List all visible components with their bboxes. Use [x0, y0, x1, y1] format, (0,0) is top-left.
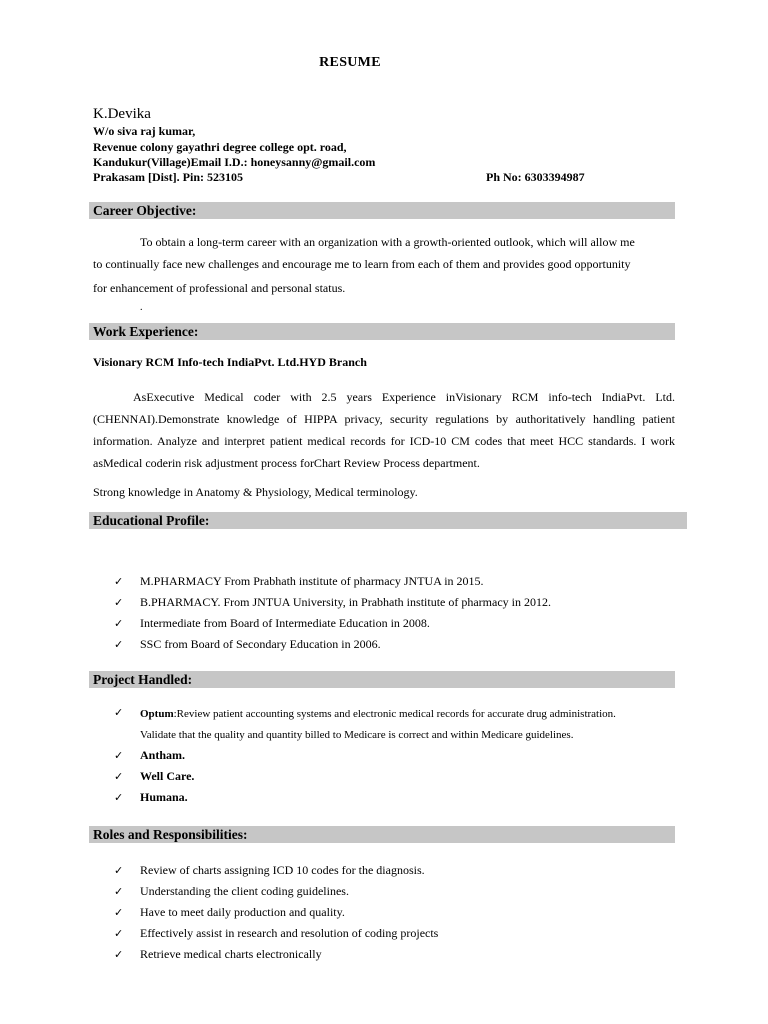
address-line-3: Kandukur(Village)Email I.D.: honeysanny@gmail.com	[93, 155, 376, 169]
list-item	[114, 634, 551, 655]
roles-heading: Roles and Responsibilities:	[89, 826, 675, 843]
list-item	[114, 592, 551, 613]
list-item	[114, 787, 616, 808]
objective-line-3: for enhancement of professional and personal status.	[93, 281, 346, 295]
education-item-text: Intermediate from Board of Intermediate Education in 2008.	[140, 616, 430, 630]
check-icon: ✓	[114, 864, 124, 877]
check-icon: ✓	[114, 791, 124, 804]
list-item	[114, 944, 438, 965]
roles-list	[114, 860, 438, 965]
objective-line-2: to continually face new challenges and encourage me to learn from each of them and provides good opportunity	[93, 257, 631, 271]
page-title: RESUME	[319, 55, 381, 70]
check-icon: ✓	[114, 906, 124, 919]
check-icon: ✓	[114, 770, 124, 783]
projects-list	[114, 703, 616, 808]
check-icon: ✓	[114, 749, 124, 762]
list-item	[114, 860, 438, 881]
education-item-text: B.PHARMACY. From JNTUA University, in Prabhath institute of pharmacy in 2012.	[140, 595, 551, 609]
address-line-1: W/o siva raj kumar,	[93, 124, 196, 138]
role-item-text: Effectively assist in research and resolution of coding projects	[140, 926, 439, 940]
project-item-text: Antham.	[140, 748, 186, 762]
phone-number: Ph No: 6303394987	[486, 170, 585, 184]
education-item-text: SSC from Board of Secondary Education in 2006.	[140, 637, 381, 651]
work-knowledge: Strong knowledge in Anatomy & Physiology, Medical terminology.	[93, 485, 418, 499]
company-name: Visionary RCM Info-tech IndiaPvt. Ltd.HYD Branch	[93, 355, 367, 369]
candidate-name: K.Devika	[93, 106, 151, 122]
project-item-text: Well Care.	[140, 769, 195, 783]
projects-heading: Project Handled:	[89, 671, 675, 688]
role-item-text: Understanding the client coding guidelines.	[140, 884, 349, 898]
project-optum-label: Optum	[140, 708, 174, 720]
education-list	[114, 571, 551, 655]
check-icon: ✓	[114, 706, 124, 719]
check-icon: ✓	[114, 927, 124, 940]
list-item	[114, 613, 551, 634]
list-item	[114, 923, 438, 944]
list-item	[114, 881, 438, 902]
check-icon: ✓	[114, 575, 124, 588]
list-item	[114, 703, 616, 745]
work-experience-heading: Work Experience:	[89, 323, 675, 340]
work-description: AsExecutive Medical coder with 2.5 years Experience inVisionary RCM info-tech IndiaPvt. Ltd. (CHENNAI).Demonstrate knowledge of HIPPA privacy, security regulations by authoritatively handling patient information. Analyze and interpret patient medical records for ICD-10 CM codes that meet HCC standards. I work asMedical coderin risk adjustment process forChart Review Process department.	[93, 390, 675, 470]
project-optum-text-2: Validate that the quality and quantity billed to Medicare is correct and within Medicare guidelines.	[140, 729, 574, 741]
list-item	[114, 745, 616, 766]
objective-line-1: To obtain a long-term career with an organization with a growth-oriented outlook, which will allow me	[140, 235, 635, 249]
career-objective-heading: Career Objective:	[89, 202, 675, 219]
project-optum-text: :Review patient accounting systems and electronic medical records for accurate drug administration.	[173, 708, 616, 720]
check-icon: ✓	[114, 596, 124, 609]
list-item	[114, 571, 551, 592]
list-item	[114, 766, 616, 787]
role-item-text: Review of charts assigning ICD 10 codes for the diagnosis.	[140, 863, 425, 877]
project-item-text: Humana.	[140, 790, 188, 804]
check-icon: ✓	[114, 885, 124, 898]
check-icon: ✓	[114, 617, 124, 630]
education-item-text: M.PHARMACY From Prabhath institute of pharmacy JNTUA in 2015.	[140, 574, 484, 588]
role-item-text: Have to meet daily production and quality.	[140, 905, 345, 919]
objective-dot: .	[140, 302, 143, 313]
role-item-text: Retrieve medical charts electronically	[140, 947, 322, 961]
address-line-2: Revenue colony gayathri degree college opt. road,	[93, 140, 347, 154]
address-line-4: Prakasam [Dist]. Pin: 523105	[93, 170, 243, 184]
education-heading: Educational Profile:	[89, 512, 687, 529]
check-icon: ✓	[114, 638, 124, 651]
list-item	[114, 902, 438, 923]
check-icon: ✓	[114, 948, 124, 961]
